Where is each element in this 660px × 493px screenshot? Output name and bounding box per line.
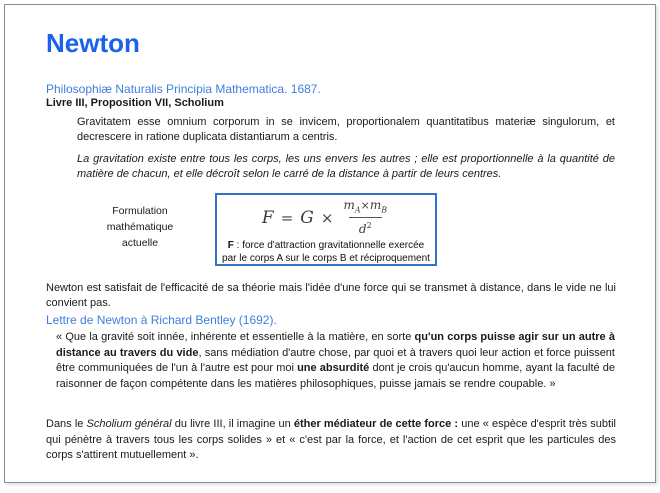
formula-fraction <box>340 199 390 236</box>
formula-F: F <box>261 207 274 228</box>
formula-G: G <box>300 207 314 228</box>
multiplication-sign: × <box>320 208 334 227</box>
formula-label-line-1: Formulation <box>112 205 168 217</box>
formula-label-line-2: mathématique <box>106 221 174 233</box>
page-title: Newton <box>46 28 140 58</box>
reference-principia-title: Philosophiæ Naturalis Principia Mathematica. 1687. <box>46 82 321 96</box>
formula-label-line-3: actuelle <box>121 237 159 249</box>
document-page <box>4 4 656 483</box>
transition-paragraph: Newton est satisfait de l'efficacité de sa théorie mais l'idée d'une force qui se transmet à distance, dans le vide ne lui convient pas. <box>46 282 616 310</box>
fraction-numerator: $m_A\times m_B$ <box>343 198 388 215</box>
formula-label <box>75 203 205 251</box>
bentley-quote-paragraph: « Que la gravité soit innée, inhérente et essentielle à la matière, en sorte qu'un corps puisse agir sur un autre à distance au travers du vide, sans médiation d'autre chose, par quoi et à travers quoi leur action et force puissent être communiquées de l'un à l'autre est pour moi une absurdité dont je crois qu'aucun homme, ayant la faculté de raisonner de façon compétente dans les matières philosophiques, puisse jamais se rendre coupable. » <box>56 331 616 390</box>
reference-principia-subtitle: Livre III, Proposition VII, Scholium <box>46 97 224 109</box>
formula-box <box>215 193 437 266</box>
latin-quote-paragraph: Gravitatem esse omnium corporum in se invicem, proportionalem quantitatibus materiæ singulorum, et decrescere in ratione duplicata distantiarum a centris. <box>77 116 615 144</box>
gravitation-formula <box>262 199 390 236</box>
equals-sign: = <box>280 208 294 227</box>
scholium-paragraph: Dans le Scholium général du livre III, il imagine un éther médiateur de cette force : une « espèce d'esprit très subtil qui pénètre à travers tous les corps solides » et « c'est par la force, et l'action de cet esprit que les particules des corps s'attirent mutuellement ». <box>46 418 616 462</box>
fraction-denominator: $d^2$ <box>349 217 382 236</box>
french-translation-paragraph: La gravitation existe entre tous les corps, les uns envers les autres ; elle est proportionnelle à la quantité de matière de chacun, et elle décroît selon le carré de la distance à partir de leurs centres. <box>77 153 615 181</box>
letter-reference-title: Lettre de Newton à Richard Bentley (1692). <box>46 313 277 327</box>
formula-caption: F : force d'attraction gravitationnelle exercée par le corps A sur le corps B et réciproquement <box>222 240 430 265</box>
